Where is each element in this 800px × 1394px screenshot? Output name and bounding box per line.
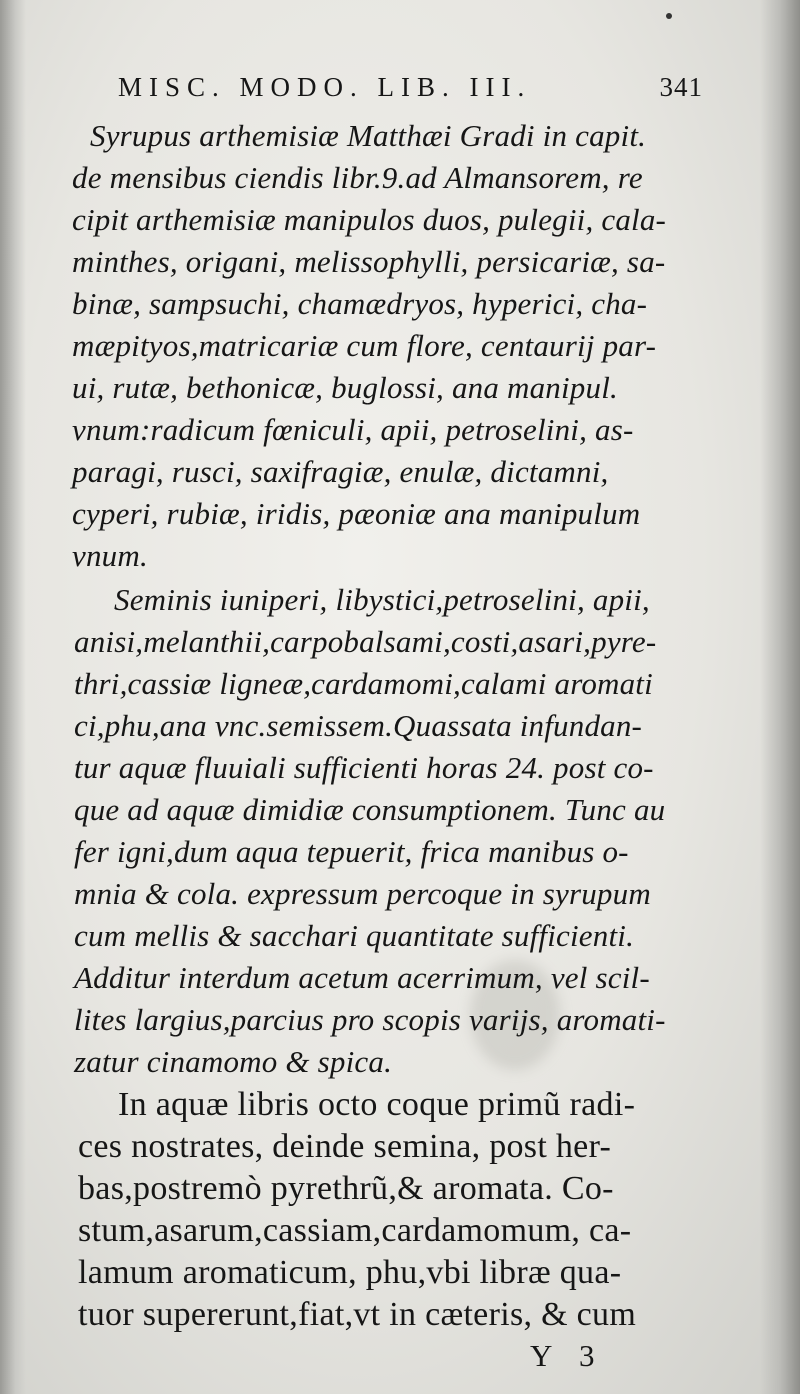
running-title: MISC. MODO. LIB. III.: [118, 72, 532, 102]
text-line: bas,postremò pyrethrũ,& aromata. Co-: [78, 1170, 614, 1207]
text-line: cum mellis & sacchari quantitate sufficienti.: [74, 918, 635, 953]
text-line: vnum:radicum fœniculi, apii, petroselini, as-: [72, 412, 634, 447]
text-line: mæpityos,matricariæ cum flore, centaurij par-: [72, 328, 657, 363]
text-line: fer igni,dum aqua tepuerit, frica manibus o-: [74, 834, 629, 869]
text-line: que ad aquæ dimidiæ consumptionem. Tunc au: [74, 792, 666, 827]
text-line: minthes, origani, melissophylli, persicariæ, sa-: [72, 244, 666, 279]
text-line: vnum.: [72, 538, 148, 573]
text-line: zatur cinamomo & spica.: [74, 1044, 393, 1079]
text-line: cipit arthemisiæ manipulos duos, pulegii, cala-: [72, 202, 667, 237]
text-line: paragi, rusci, saxifragiæ, enulæ, dictamni,: [72, 454, 609, 489]
text-line: mnia & cola. expressum percoque in syrupum: [74, 876, 651, 911]
text-line: ci,phu,ana vnc.semissem.Quassata infundan-: [74, 708, 643, 743]
text-line: ui, rutæ, bethonicæ, buglossi, ana manipul.: [72, 370, 618, 405]
text-line: lites largius,parcius pro scopis varijs, aromati-: [74, 1002, 666, 1037]
text-line: In aquæ libris octo coque primũ radi-: [118, 1086, 636, 1123]
text-line: binæ, sampsuchi, chamædryos, hyperici, cha-: [72, 286, 648, 321]
text-line: ces nostrates, deinde semina, post her-: [78, 1128, 612, 1165]
text-line: Syrupus arthemisiæ Matthæi Gradi in capit.: [90, 118, 647, 153]
text-line: de mensibus ciendis libr.9.ad Almansorem, re: [72, 160, 643, 195]
signature-mark: Y 3: [530, 1338, 605, 1373]
text-line: stum,asarum,cassiam,cardamomum, ca-: [78, 1212, 632, 1249]
text-line: tur aquæ fluuiali sufficienti horas 24. post co-: [74, 750, 654, 785]
text-line: cyperi, rubiæ, iridis, pæoniæ ana manipulum: [72, 496, 641, 531]
text-line: Additur interdum acetum acerrimum, vel scil-: [74, 960, 650, 995]
text-line: anisi,melanthii,carpobalsami,costi,asari,pyre-: [74, 624, 657, 659]
text-line: lamum aromaticum, phu,vbi libræ qua-: [78, 1254, 622, 1291]
text-line: tuor supererunt,fiat,vt in cæteris, & cum: [78, 1296, 637, 1333]
text-line: Seminis iuniperi, libystici,petroselini, apii,: [114, 582, 650, 617]
text-line: thri,cassiæ ligneæ,cardamomi,calami aromati: [74, 666, 653, 701]
page-number: 341: [659, 72, 703, 102]
